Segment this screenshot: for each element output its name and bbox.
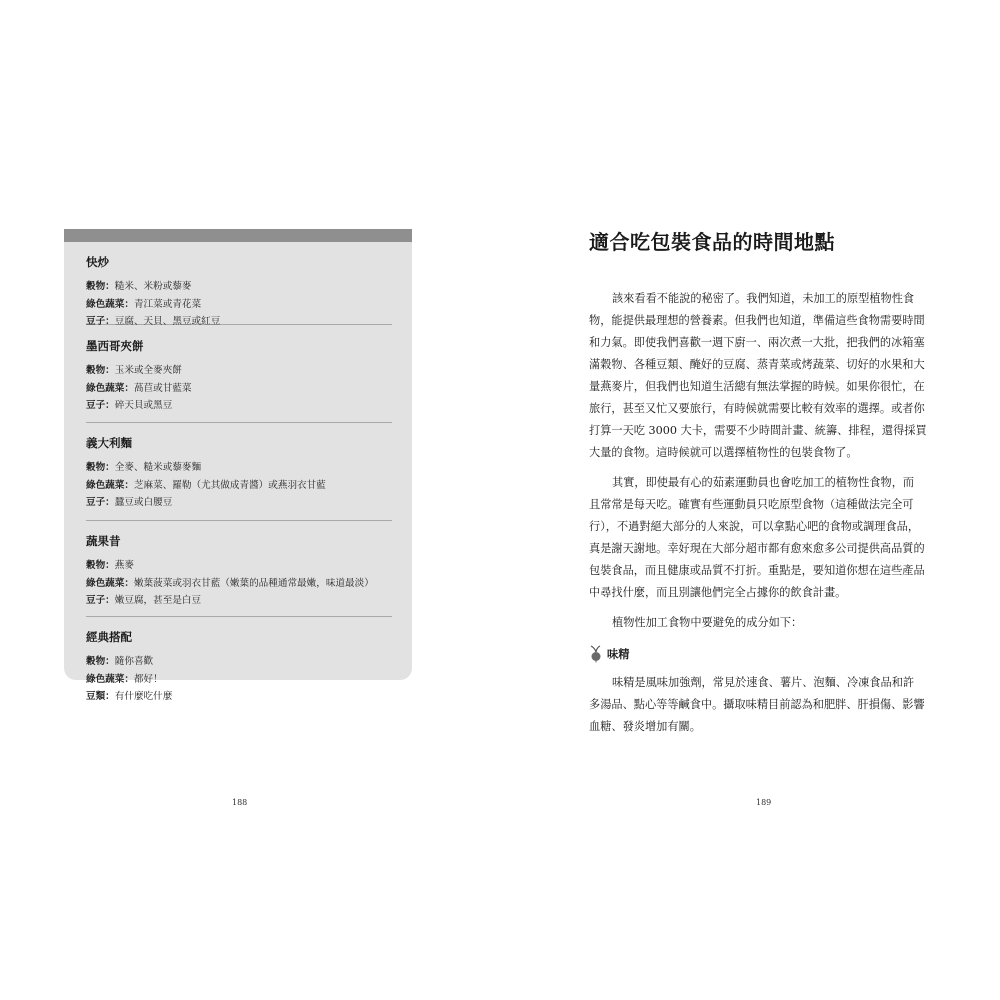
beans-line bbox=[86, 494, 392, 512]
text-line: 物，能提供最理想的營養素。但我們也知道，準備這些食物需要時間 bbox=[589, 314, 925, 327]
line-label: 綠色蔬菜： bbox=[86, 673, 134, 685]
text-line: 包裝食品，而且健康或品質不打折。重點是，要知道你想在這些產品 bbox=[589, 564, 925, 577]
line-value: 萵苣或甘藍菜 bbox=[133, 382, 192, 394]
text-line: 該來看看不能說的秘密了。我們知道，未加工的原型植物性食 bbox=[612, 292, 915, 305]
text-line: 味精是風味加強劑，常見於速食、薯片、泡麵、冷凍食品和許 bbox=[612, 676, 915, 689]
text-line: 滿穀物、各種豆類、醃好的豆腐、蒸青菜或烤蔬菜、切好的水果和大 bbox=[589, 358, 925, 371]
grain-line bbox=[86, 278, 392, 296]
text-line: 多湯品、點心等等鹹食中。攝取味精目前認為和肥胖、肝損傷、影響 bbox=[589, 698, 925, 711]
section-pasta bbox=[86, 422, 392, 520]
beans-line bbox=[86, 688, 392, 706]
line-value: 糙米、米粉或藜麥 bbox=[114, 281, 192, 292]
text-line: 打算一天吃 3000 大卡，需要不少時間計畫、統籌、排程，還得採買 bbox=[589, 424, 927, 437]
line-value: 嫩葉菠菜或羽衣甘藍（嫩葉的品種通常最嫩，味道最淡） bbox=[133, 577, 374, 589]
text-line: 其實，即使最有心的茹素運動員也會吃加工的植物性食物，而 bbox=[612, 476, 915, 489]
text-line: 植物性加工食物中要避免的成分如下： bbox=[612, 616, 803, 629]
line-label: 豆子： bbox=[86, 497, 115, 508]
text-line: 行），不過對絕大部分的人來說，可以拿點心吧的食物或調理食品， bbox=[589, 520, 920, 533]
box-content bbox=[86, 253, 392, 706]
line-value: 豆腐、天貝、黑豆或紅豆 bbox=[114, 316, 221, 327]
line-label: 穀物： bbox=[86, 365, 115, 376]
page-title: 適合吃包裝食品的時間地點 bbox=[589, 230, 835, 254]
section-stir-fry bbox=[86, 253, 392, 327]
section-smoothie bbox=[86, 520, 392, 616]
line-label: 豆子： bbox=[86, 316, 115, 327]
line-value: 蠶豆或白腰豆 bbox=[114, 497, 173, 508]
section-title: 墨西哥夾餅 bbox=[86, 339, 144, 353]
greens-line bbox=[86, 296, 392, 314]
section-title: 蔬果昔 bbox=[86, 534, 121, 548]
beans-line bbox=[86, 592, 392, 610]
section-title: 義大利麵 bbox=[86, 436, 132, 450]
line-label: 豆子： bbox=[86, 595, 115, 606]
section-classic bbox=[86, 616, 392, 706]
paragraph bbox=[589, 472, 939, 604]
line-label: 豆類： bbox=[86, 691, 115, 702]
text-line: 血糖、發炎增加有關。 bbox=[589, 720, 701, 733]
grain-line bbox=[86, 362, 392, 380]
line-value: 芝麻菜、羅勒（尤其做成青醬）或燕羽衣甘藍 bbox=[133, 479, 326, 491]
line-label: 綠色蔬菜： bbox=[86, 479, 134, 491]
line-value: 嫩豆腐，甚至是白豆 bbox=[114, 595, 202, 606]
line-label: 穀物： bbox=[86, 560, 115, 571]
line-value: 碎天貝或黑豆 bbox=[114, 400, 173, 411]
beet-icon bbox=[589, 645, 603, 663]
line-label: 豆子： bbox=[86, 400, 115, 411]
greens-line bbox=[86, 575, 392, 593]
text-line: 旅行，甚至又忙又要旅行，有時候就需要比較有效率的選擇。或者你 bbox=[589, 402, 925, 415]
text-line: 中尋找什麼，而且別讓他們完全占據你的飲食計畫。 bbox=[589, 586, 847, 599]
line-value: 隨你喜歡 bbox=[114, 656, 154, 667]
text-line: 真是謝天謝地。幸好現在大部分超市都有愈來愈多公司提供高品質的 bbox=[589, 542, 925, 555]
paragraph bbox=[589, 672, 939, 738]
line-value: 青江菜或青花菜 bbox=[133, 298, 202, 310]
line-label: 綠色蔬菜： bbox=[86, 577, 134, 589]
text-line: 量燕麥片，但我們也知道生活總有無法掌握的時候。如果你很忙，在 bbox=[589, 380, 925, 393]
body-text bbox=[589, 288, 939, 746]
text-line: 和力氣。即使我們喜歡一週下廚一、兩次煮一大批，把我們的冰箱塞 bbox=[589, 336, 925, 349]
line-value: 燕麥 bbox=[114, 560, 134, 571]
section-title: 快炒 bbox=[86, 255, 109, 269]
line-label: 穀物： bbox=[86, 462, 115, 473]
subheading-label: 味精 bbox=[607, 647, 630, 661]
page-number-right: 189 bbox=[756, 798, 772, 807]
greens-line bbox=[86, 477, 392, 495]
line-value: 全麥、糙米或藜麥麵 bbox=[114, 462, 202, 473]
greens-line bbox=[86, 671, 392, 689]
line-value: 玉米或全麥夾餅 bbox=[114, 365, 182, 376]
paragraph bbox=[589, 288, 939, 464]
box-header-bar bbox=[64, 229, 412, 242]
text-line: 大量的食物。這時候就可以選擇植物性的包裝食物了。 bbox=[589, 446, 858, 459]
line-value: 有什麼吃什麼 bbox=[114, 691, 173, 702]
beans-line bbox=[86, 397, 392, 415]
subheading-msg bbox=[589, 642, 939, 666]
section-title: 經典搭配 bbox=[86, 630, 132, 644]
line-value: 都好！ bbox=[133, 673, 163, 685]
recipe-combo-box bbox=[64, 229, 412, 702]
greens-line bbox=[86, 380, 392, 398]
grain-line bbox=[86, 459, 392, 477]
page-number-left: 188 bbox=[232, 798, 248, 807]
grain-line bbox=[86, 557, 392, 575]
text-line: 且常常是每天吃。確實有些運動員只吃原型食物（這種做法完全可 bbox=[589, 498, 914, 511]
line-label: 穀物： bbox=[86, 656, 115, 667]
line-label: 綠色蔬菜： bbox=[86, 382, 134, 394]
line-label: 綠色蔬菜： bbox=[86, 298, 134, 310]
line-label: 穀物： bbox=[86, 281, 115, 292]
grain-line bbox=[86, 653, 392, 671]
paragraph bbox=[589, 612, 939, 634]
section-tacos bbox=[86, 324, 392, 422]
